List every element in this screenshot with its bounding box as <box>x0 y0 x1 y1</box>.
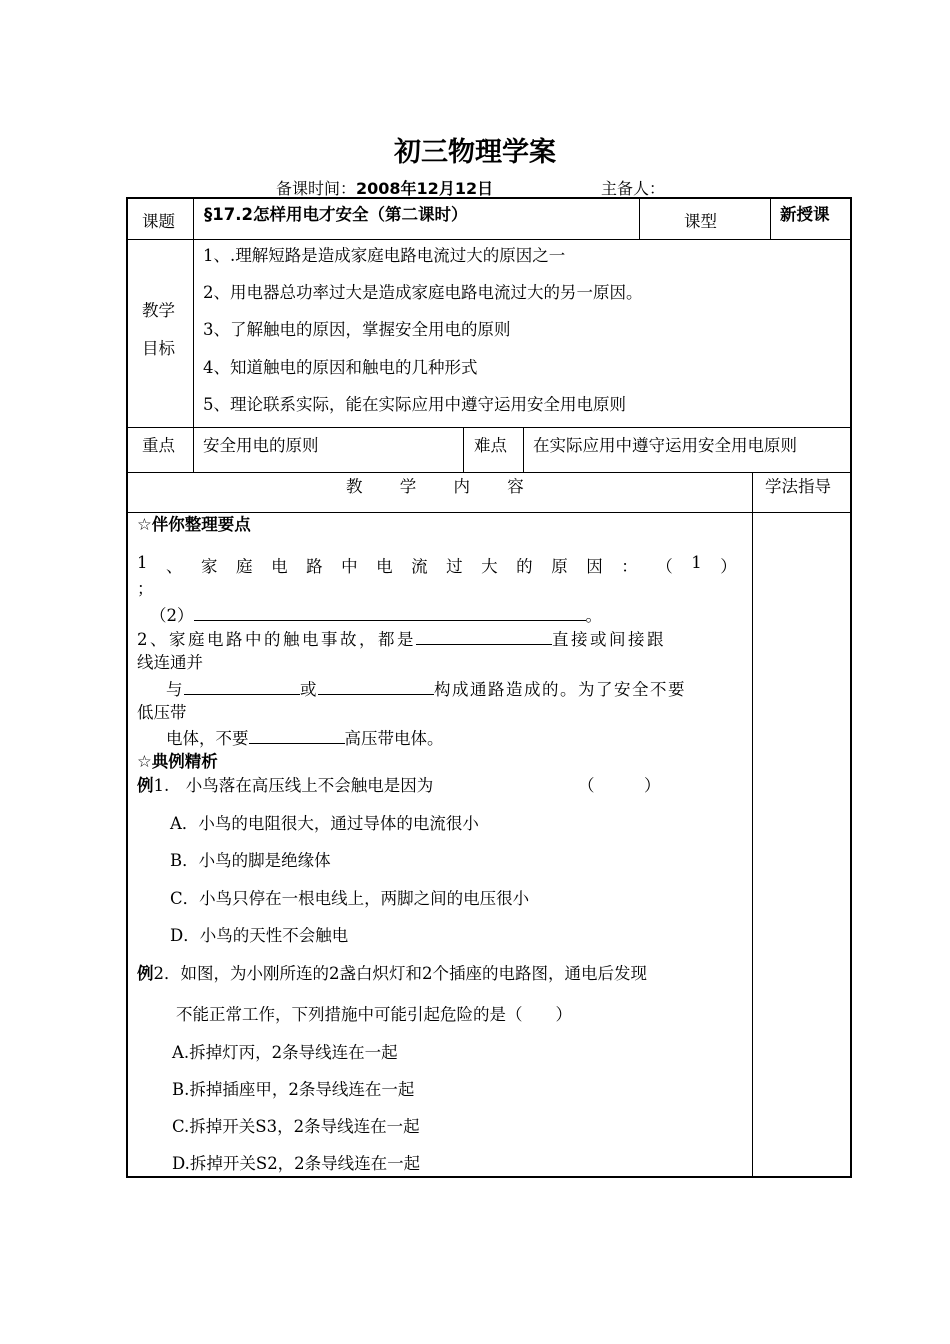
content-header: 教 学 内 容 <box>346 477 525 496</box>
answer-blank[interactable] <box>184 678 300 695</box>
col-divider <box>463 427 464 472</box>
answer-blank[interactable] <box>194 604 586 621</box>
option-item: A．小鸟的电阻很大，通过导体的电流很小 <box>170 814 479 833</box>
question-1-char: 家 <box>201 557 218 576</box>
row-divider <box>128 472 850 473</box>
section-heading: ☆典例精析 <box>137 752 218 771</box>
question-1-char: 的 <box>516 557 533 576</box>
col-divider <box>770 199 771 239</box>
q2-a: 与 <box>166 680 184 699</box>
answer-blank[interactable] <box>249 727 345 744</box>
row-divider <box>128 512 850 513</box>
answer-blank[interactable] <box>318 678 434 695</box>
method-guide-header: 学法指导 <box>765 477 831 496</box>
question-1-char: 过 <box>446 557 463 576</box>
objectives-label-1: 教学 <box>142 301 175 320</box>
page-title: 初三物理学案 <box>394 137 556 168</box>
question-1-char: 、 <box>166 557 183 576</box>
objective-item: 5、理论联系实际，能在实际应用中遵守运用安全用电原则 <box>203 395 626 414</box>
topic-label: 课题 <box>142 212 175 231</box>
prep-label: 备课时间： <box>276 179 357 198</box>
type-value: 新授课 <box>780 205 830 224</box>
option-item: C.拆掉开关S3，2条导线连在一起 <box>172 1117 420 1136</box>
col-divider <box>193 199 194 472</box>
answer-blank[interactable] <box>416 628 552 645</box>
answer-paren: （ ） <box>578 776 661 795</box>
question-2-line-2: 线连通并 <box>137 653 203 672</box>
row-divider <box>128 427 850 428</box>
question-1-char: 路 <box>306 557 323 576</box>
type-label: 课型 <box>684 212 717 231</box>
question-1-line-2 <box>150 604 602 626</box>
question-1-char: 1 <box>137 553 148 572</box>
row-divider <box>128 239 850 240</box>
q2-suffix: 直接或间接跟 <box>552 630 666 649</box>
objective-item: 2、用电器总功率过大是造成家庭电路电流过大的另一原因。 <box>203 283 643 302</box>
prep-time <box>276 176 493 199</box>
objectives-label-2: 目标 <box>142 339 175 358</box>
col-divider <box>752 472 753 1178</box>
prep-date: 2008年12月12日 <box>356 179 494 198</box>
question-1-char: 电 <box>271 557 288 576</box>
question-1-char: （ <box>656 557 673 576</box>
q2-e: 高压带电体。 <box>344 729 444 748</box>
question-2-line-5 <box>166 727 444 749</box>
example-label: 例 <box>137 776 154 795</box>
example-label: 例 <box>137 964 154 983</box>
objective-item: 1、.理解短路是造成家庭电路电流过大的原因之一 <box>203 246 566 265</box>
difficulty-label: 难点 <box>474 436 507 455</box>
question-1-char: 1 <box>691 553 702 572</box>
key-point-label: 重点 <box>142 436 175 455</box>
example-2-question-cont: 不能正常工作，下列措施中可能引起危险的是（ ） <box>176 1005 572 1024</box>
q1-prefix: （2） <box>150 606 194 625</box>
question-1-char: 因 <box>586 557 603 576</box>
objective-item: 3、了解触电的原因，掌握安全用电的原则 <box>203 320 511 339</box>
objective-item: 4、知道触电的原因和触电的几种形式 <box>203 358 478 377</box>
q2-prefix: 2、家庭电路中的触电事故，都是 <box>137 630 416 649</box>
example-text: 2．如图，为小刚所连的2盏白炽灯和2个插座的电路图，通电后发现 <box>153 964 647 983</box>
option-item: D．小鸟的天性不会触电 <box>170 926 349 945</box>
question-1-char: 原 <box>551 557 568 576</box>
example-2-question <box>137 964 647 984</box>
question-2-line-3 <box>166 678 686 700</box>
topic-title: §17.2怎样用电才安全（第二课时） <box>204 205 468 224</box>
option-item: C．小鸟只停在一根电线上，两脚之间的电压很小 <box>170 889 530 908</box>
lesson-table <box>126 197 852 1178</box>
section-heading: ☆伴你整理要点 <box>137 515 251 534</box>
example-text: 1. 小鸟落在高压线上不会触电是因为 <box>153 776 434 795</box>
key-point: 安全用电的原则 <box>203 436 319 455</box>
question-1-char: 大 <box>481 557 498 576</box>
question-1-char: 中 <box>341 557 358 576</box>
question-2-line-4: 低压带 <box>137 703 187 722</box>
col-divider <box>523 427 524 472</box>
difficulty: 在实际应用中遵守运用安全用电原则 <box>533 436 797 455</box>
question-1-char: 庭 <box>236 557 253 576</box>
q2-d: 电体，不要 <box>166 729 249 748</box>
question-1-line <box>137 553 737 577</box>
col-divider <box>639 199 640 239</box>
question-1-char: ： <box>621 557 638 576</box>
question-1-char: 电 <box>376 557 393 576</box>
question-1-char: 流 <box>411 557 428 576</box>
option-item: D.拆掉开关S2，2条导线连在一起 <box>172 1154 421 1173</box>
q2-c: 构成通路造成的。为了安全不要 <box>434 680 686 699</box>
option-item: B．小鸟的脚是绝缘体 <box>170 851 331 870</box>
q1-suffix: 。 <box>585 606 602 625</box>
q2-b: 或 <box>300 680 318 699</box>
question-2-line-1 <box>137 628 666 650</box>
author-label: 主备人： <box>601 179 666 198</box>
option-item: B.拆掉插座甲，2条导线连在一起 <box>172 1080 415 1099</box>
option-item: A.拆掉灯丙，2条导线连在一起 <box>172 1043 398 1062</box>
question-1-char: ） <box>720 557 737 576</box>
example-1-question <box>137 776 433 796</box>
question-1-semicolon: ； <box>137 579 154 598</box>
